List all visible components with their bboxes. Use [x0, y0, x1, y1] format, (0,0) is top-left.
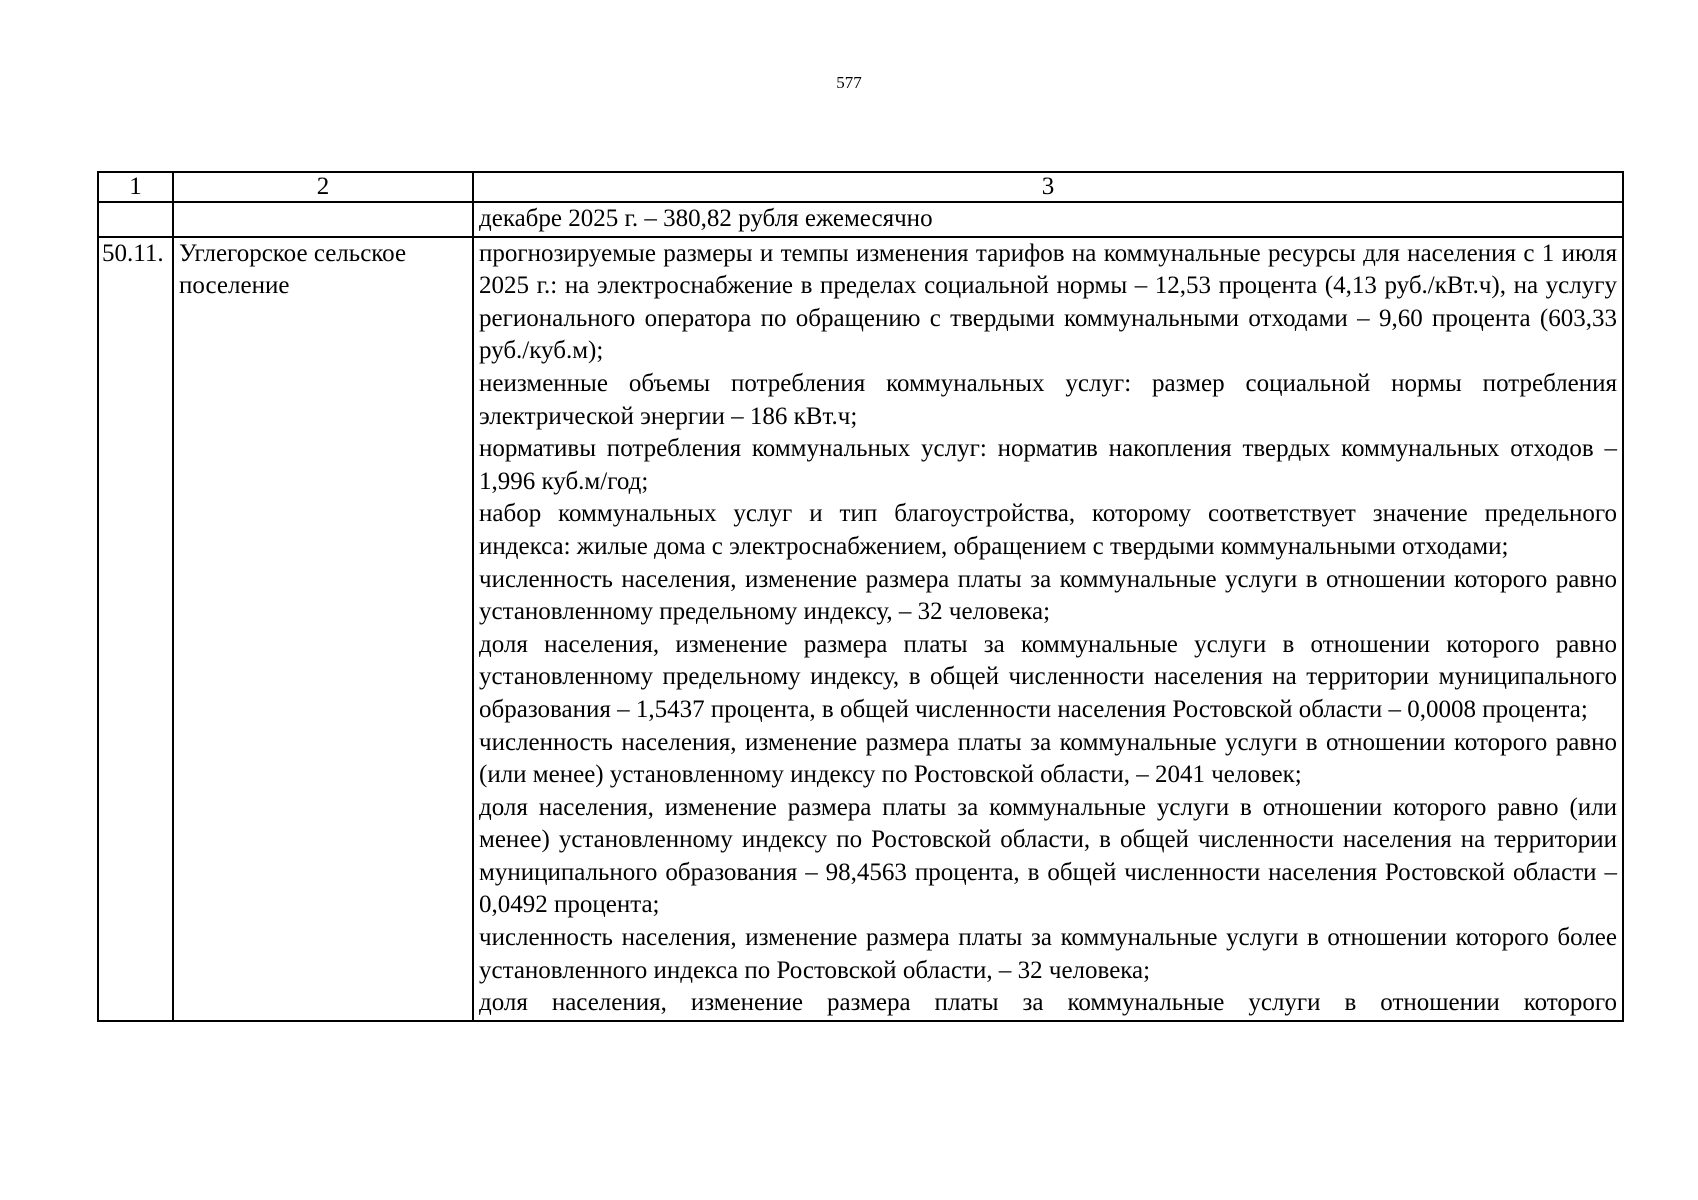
header-col-2: 2: [173, 172, 473, 202]
table-row-entry: [98, 237, 1623, 1021]
document-table: [97, 171, 1624, 1022]
paragraph-population-less: численность населения, изменение размера платы за коммунальные услуги в отношении которого равно (или менее) установленному индексу по Ростовской области, – 2041 человек;: [479, 728, 1617, 789]
paragraph-share-equal: доля населения, изменение размера платы за коммунальные услуги в отношении которого равно установленному предельному индексу, в общей численности населения на территории муниципального образования – 1,5437 процента, в общей численности населения Ростовской области – 0,0008 процента;: [479, 630, 1617, 723]
paragraph-norms: нормативы потребления коммунальных услуг: норматив накопления твердых коммунальных отходов – 1,996 куб.м/год;: [479, 435, 1617, 495]
continuation-col-2: [173, 202, 473, 237]
entry-settlement-name: Углегорское сельское поселение: [173, 237, 473, 1021]
page-number: 577: [836, 73, 862, 92]
header-col-3: 3: [473, 172, 1623, 202]
paragraph-share-less: доля населения, изменение размера платы за коммунальные услуги в отношении которого равно (или менее) установленному индексу по Ростовской области, в общей численности населения на территории муниципального образования – 98,4563 процента, в общей численности населения Ростовской области – 0,0492 процента;: [479, 793, 1617, 919]
continuation-text: декабре 2025 г. – 380,82 рубля ежемесячно: [479, 205, 933, 232]
paragraph-tariffs: прогнозируемые размеры и темпы изменения тарифов на коммунальные ресурсы для населения с 1 июля 2025 г.: на электроснабжение в пределах социальной нормы – 12,53 процента (4,13 руб./кВт.ч), на услугу регионального оператора по обращению с твердыми коммунальными отходами – 9,60 процента (603,33 руб./куб.м);: [479, 239, 1617, 365]
continuation-col-3: [473, 202, 1623, 237]
table-row-continuation: [98, 202, 1623, 237]
paragraph-share-more: доля населения, изменение размера платы за коммунальные услуги в отношении которого: [479, 989, 1617, 1017]
entry-description: [473, 237, 1623, 1021]
header-col-1: 1: [98, 172, 173, 202]
table-header-row: [98, 172, 1623, 202]
paragraph-population-equal: численность населения, изменение размера платы за коммунальные услуги в отношении которого равно установленному предельному индексу, – 32 человека;: [479, 565, 1617, 626]
paragraph-volumes: неизменные объемы потребления коммунальных услуг: размер социальной нормы потребления электрической энергии – 186 кВт.ч;: [479, 369, 1617, 430]
paragraph-population-more: численность населения, изменение размера платы за коммунальные услуги в отношении которого более установленного индекса по Ростовской области, – 32 человека;: [479, 924, 1617, 984]
entry-number: 50.11.: [98, 237, 173, 1021]
paragraph-services-set: набор коммунальных услуг и тип благоустройства, которому соответствует значение предельного индекса: жилые дома с электроснабжением, обращением с твердыми коммунальными отходами;: [479, 500, 1617, 560]
continuation-col-1: [98, 202, 173, 237]
